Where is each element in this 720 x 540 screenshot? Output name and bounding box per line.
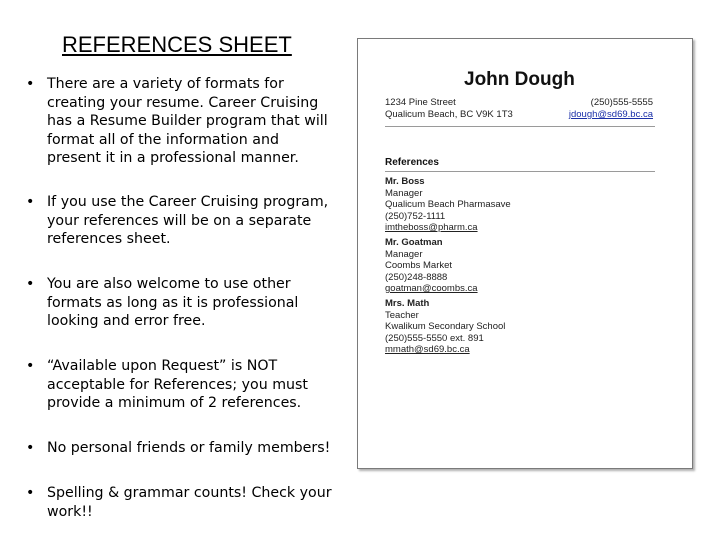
- reference-title: Manager: [385, 248, 423, 260]
- bullet-text: You are also welcome to use other formats as long as it is professional looking and error free.: [47, 276, 299, 329]
- reference-name: Mr. Boss: [385, 176, 425, 187]
- resume-address-line1: 1234 Pine Street: [385, 97, 456, 108]
- reference-email-link: imtheboss@pharm.ca: [385, 222, 478, 233]
- reference-phone: (250)248-8888: [385, 271, 448, 283]
- reference-entry: [385, 176, 655, 234]
- reference-org: Coombs Market: [385, 260, 453, 271]
- bullet-text: “Available upon Request” is NOT acceptable for References; you must provide a minimum of 2 references.: [47, 358, 308, 411]
- reference-org: Qualicum Beach Pharmasave: [385, 199, 511, 210]
- bullet-item: [26, 484, 336, 521]
- slide-title: REFERENCES SHEET: [62, 32, 292, 57]
- resume-divider: [385, 171, 655, 172]
- bullet-item: [26, 357, 336, 413]
- bullet-dot: •: [26, 440, 35, 456]
- reference-email-link: goatman@coombs.ca: [385, 283, 478, 294]
- bullet-text: There are a variety of formats for creating your resume. Career Cruising has a Resume Builder program that will format all of the information and present it in a professional manner.: [47, 76, 328, 166]
- reference-name: Mrs. Math: [385, 298, 430, 309]
- reference-entry: [385, 298, 655, 356]
- resume-divider: [385, 126, 655, 127]
- bullet-item: [26, 193, 336, 249]
- reference-phone: (250)555-5550 ext. 891: [385, 332, 484, 344]
- resume-sample-image: [357, 38, 693, 469]
- reference-org: Kwalikum Secondary School: [385, 321, 506, 332]
- bullet-text: No personal friends or family members!: [47, 440, 331, 456]
- bullet-dot: •: [26, 358, 35, 374]
- resume-email-link: jdough@sd69.bc.ca: [568, 109, 653, 120]
- bullet-dot: •: [26, 194, 35, 210]
- reference-title: Manager: [385, 187, 423, 199]
- reference-title: Teacher: [385, 309, 419, 321]
- bullet-text: If you use the Career Cruising program, your references will be on a separate references sheet.: [47, 194, 329, 247]
- bullet-item: [26, 75, 336, 168]
- resume-phone: (250)555-5555: [590, 97, 653, 108]
- bullet-dot: •: [26, 76, 35, 92]
- resume-name: John Dough: [464, 69, 575, 90]
- bullet-text: Spelling & grammar counts! Check your work!!: [47, 485, 332, 520]
- reference-name: Mr. Goatman: [385, 237, 443, 248]
- bullet-item: [26, 439, 336, 458]
- bullet-dot: •: [26, 276, 35, 292]
- bullet-item: [26, 275, 336, 331]
- resume-references-heading: References: [385, 157, 439, 168]
- reference-phone: (250)752-1111: [385, 210, 446, 222]
- reference-entry: [385, 237, 655, 295]
- bullet-dot: •: [26, 485, 35, 501]
- resume-address-line2: Qualicum Beach, BC V9K 1T3: [385, 109, 513, 120]
- reference-email-link: mmath@sd69.bc.ca: [385, 344, 470, 355]
